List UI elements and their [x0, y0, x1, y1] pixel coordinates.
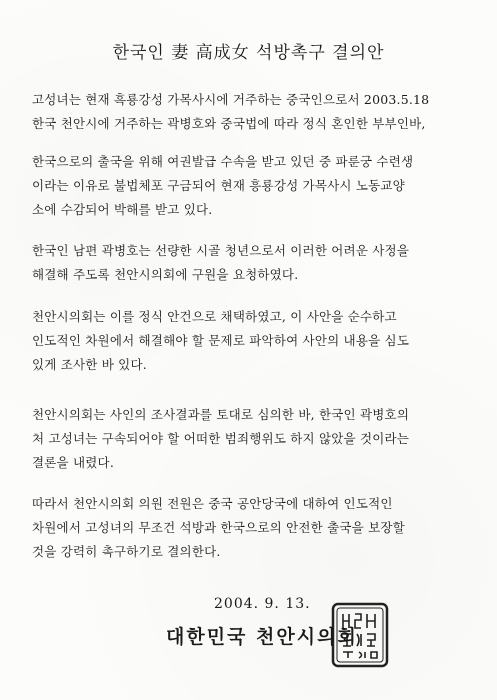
paragraph-line: 천안시의회는 사인의 조사결과를 토대로 심의한 바, 한국인 곽병호의 — [32, 407, 410, 422]
paragraph-line: 이라는 이유로 불법체포 구금되어 현재 흥룡강성 가목사시 노동교양 — [32, 178, 405, 193]
signer-name: 대한민국 천안시의회 — [166, 626, 358, 648]
paragraph-line: 것을 강력히 촉구하기로 결의한다. — [32, 544, 221, 559]
paragraph-line: 천안시의회는 이를 정식 안건으로 채택하였고, 이 사안을 순수하고 — [32, 309, 397, 324]
paragraph-4 — [32, 305, 472, 377]
paragraph-line: 결론을 내렸다. — [32, 455, 114, 470]
paragraph-line: 고성녀는 현재 흑룡강성 가목사시에 거주하는 중국인으로서 2003.5.18 — [32, 92, 430, 107]
paragraph-line: 있게 조사한 바 있다. — [32, 357, 147, 372]
paragraph-2 — [32, 150, 472, 222]
paragraph-1 — [32, 88, 472, 136]
paragraph-line: 한국 천안시에 거주하는 곽병호와 중국법에 따라 정식 혼인한 부부인바, — [32, 116, 426, 131]
paragraph-line: 차원에서 고성녀의 무조건 석방과 한국으로의 안전한 출국을 보장할 — [32, 520, 405, 535]
document-title: 한국인 妻 高成女 석방촉구 결의안 — [112, 43, 385, 63]
paragraph-line: 처 고성녀는 구속되어야 할 어떠한 범죄행위도 하지 않았을 것이라는 — [32, 431, 410, 446]
paragraph-line: 한국으로의 출국을 위해 여권발급 수속을 받고 있던 중 파룬궁 수련생 — [32, 154, 414, 169]
paragraph-line: 해결해 주도록 천안시의회에 구원을 요청하였다. — [32, 267, 299, 282]
paragraph-3 — [32, 239, 472, 287]
paragraph-6 — [32, 492, 472, 564]
paragraph-5 — [32, 403, 472, 475]
paragraph-line: 한국인 남편 곽병호는 선량한 시골 청년으로서 이러한 어려운 사정을 — [32, 243, 410, 258]
paragraph-line: 인도적인 차원에서 해결해야 할 문제로 파악하여 사안의 내용을 심도 — [32, 333, 410, 348]
paragraph-line: 소에 수감되어 박해를 받고 있다. — [32, 202, 213, 217]
paragraph-line: 따라서 천안시의회 의원 전원은 중국 공안당국에 대하여 인도적인 — [32, 496, 393, 511]
document-date: 2004. 9. 13. — [214, 596, 311, 612]
